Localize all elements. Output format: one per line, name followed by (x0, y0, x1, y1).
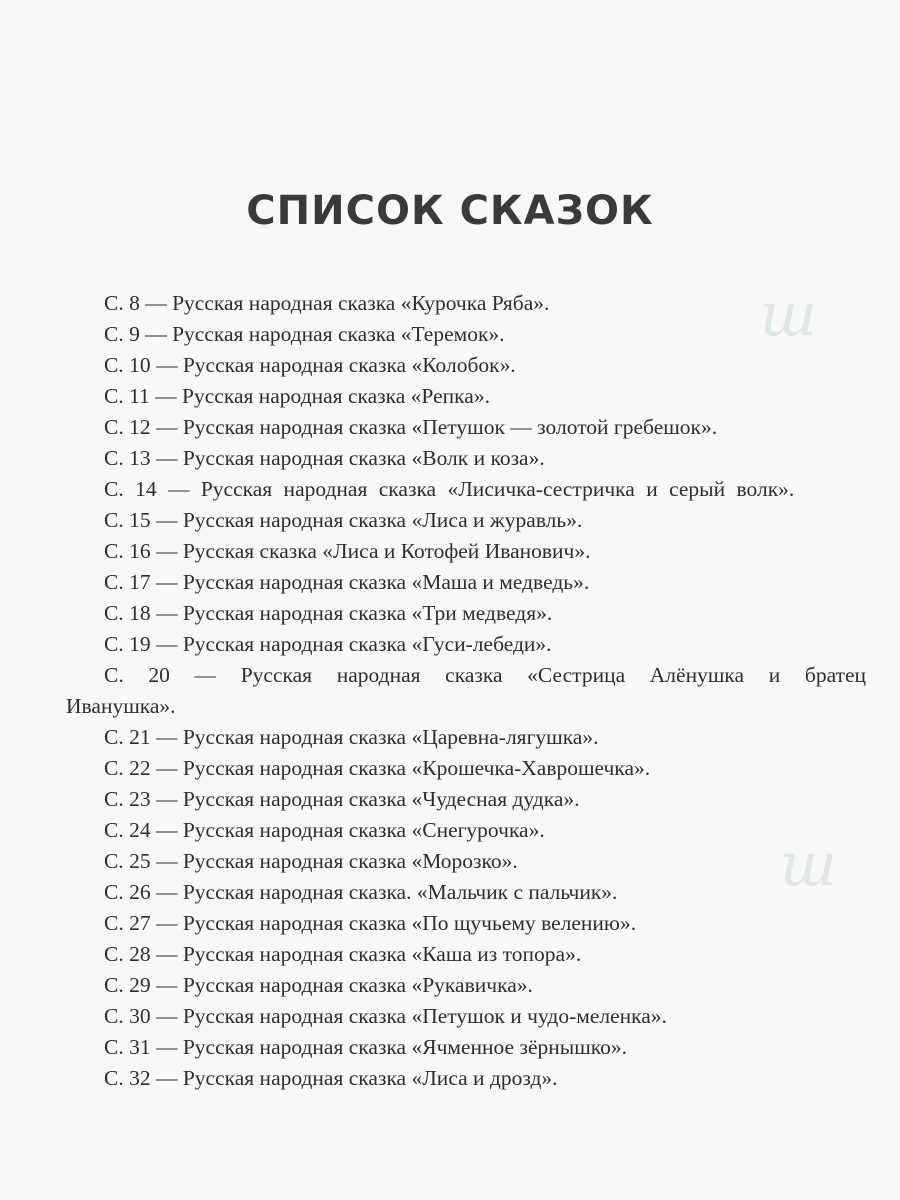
list-item: С. 8 — Русская народная сказка «Курочка Ряба». (104, 291, 550, 315)
show-through-background: ш (780, 830, 837, 900)
list-item: С. 28 — Русская народная сказка «Каша из топора». (104, 942, 582, 966)
page-title: СПИСОК СКАЗОК (246, 188, 654, 234)
list-item: С. 14 — Русская народная сказка «Лисичка-сестричка и серый волк». (104, 477, 795, 501)
list-item: С. 18 — Русская народная сказка «Три медведя». (104, 601, 553, 625)
list-item: С. 21 — Русская народная сказка «Царевна-лягушка». (104, 725, 599, 749)
list-item: С. 9 — Русская народная сказка «Теремок». (104, 322, 505, 346)
list-item: С. 31 — Русская народная сказка «Ячменное зёрнышко». (104, 1035, 627, 1059)
list-item: С. 30 — Русская народная сказка «Петушок и чудо-меленка». (104, 1004, 667, 1028)
list-item: С. 23 — Русская народная сказка «Чудесная дудка». (104, 787, 580, 811)
list-item: С. 32 — Русская народная сказка «Лиса и дрозд». (104, 1066, 558, 1090)
list-item: С. 24 — Русская народная сказка «Снегурочка». (104, 818, 545, 842)
list-item: С. 29 — Русская народная сказка «Рукавичка». (104, 973, 533, 997)
show-through-background: ш (760, 280, 817, 350)
list-item: С. 15 — Русская народная сказка «Лиса и журавль». (104, 508, 583, 532)
tales-list (66, 288, 866, 1094)
list-item: С. 25 — Русская народная сказка «Морозко». (104, 849, 518, 873)
list-item: С. 16 — Русская сказка «Лиса и Котофей Иванович». (104, 539, 591, 563)
list-item: С. 17 — Русская народная сказка «Маша и медведь». (104, 570, 590, 594)
list-item: С. 22 — Русская народная сказка «Крошечка-Хаврошечка». (104, 756, 651, 780)
list-item: С. 26 — Русская народная сказка. «Мальчик с пальчик». (104, 880, 618, 904)
list-item: С. 11 — Русская народная сказка «Репка». (104, 384, 490, 408)
list-item: С. 27 — Русская народная сказка «По щучьему велению». (104, 911, 637, 935)
list-item: С. 10 — Русская народная сказка «Колобок». (104, 353, 516, 377)
list-item: С. 12 — Русская народная сказка «Петушок — золотой гребешок». (104, 415, 718, 439)
list-item: С. 13 — Русская народная сказка «Волк и коза». (104, 446, 545, 470)
list-item: С. 19 — Русская народная сказка «Гуси-лебеди». (104, 632, 552, 656)
list-item: С. 20 — Русская народная сказка «Сестрица Алёнушка и братец Иванушка». (66, 663, 866, 718)
